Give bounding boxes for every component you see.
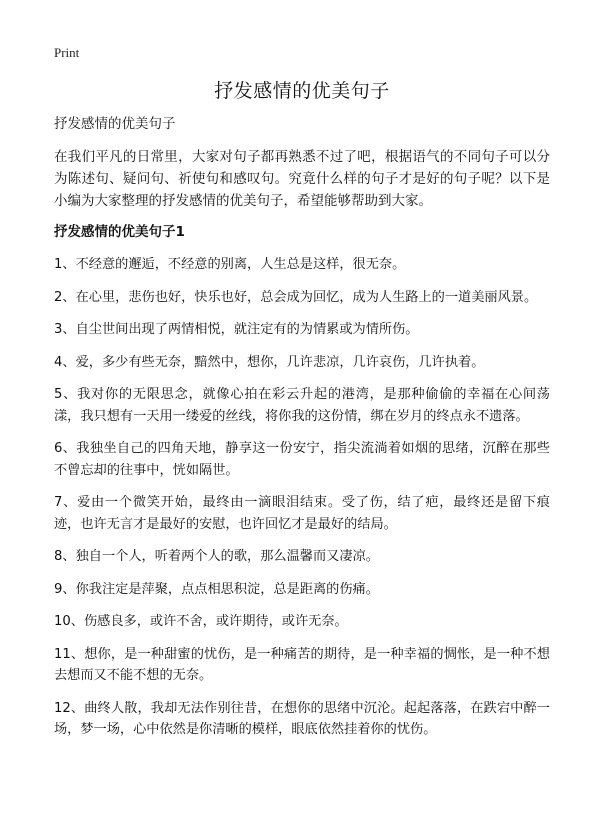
sentence-item: 4、爱，多少有些无奈，黯然中，想你，几许悲凉，几许哀伤，几许执着。 xyxy=(54,354,485,370)
sentence-item: 1、不经意的邂逅，不经意的别离，人生总是这样，很无奈。 xyxy=(54,257,406,272)
article-subtitle: 抒发感情的优美句子 xyxy=(54,116,176,132)
sentence-item: 5、我对你的无限思念，就像心拍在彩云升起的港湾，是那种偷偷的幸福在心间荡漾，我只想有一天用一缕爱的丝线，将你我的这份情，绑在岁月的终点永不遗落。 xyxy=(54,387,550,424)
sentence-item: 12、曲终人散，我却无法作别往昔，在想你的思绪中沉沦。起起落落，在跌宕中醉一场，梦一场，心中依然是你清晰的模样，眼底依然挂着你的忧伤。 xyxy=(54,700,550,737)
section-heading: 抒发感情的优美句子1 xyxy=(54,224,185,240)
sentence-item: 6、我独坐自己的四角天地，静享这一份安宁，指尖流淌着如烟的思绪，沉醉在那些不曾忘却的往事中，恍如隔世。 xyxy=(54,441,550,478)
sentence-item: 7、爱由一个微笑开始，最终由一滴眼泪结束。受了伤，结了疤，最终还是留下痕迹，也许无言才是最好的安慰，也许回忆才是最好的结局。 xyxy=(54,495,550,532)
sentence-item: 9、你我注定是萍聚，点点相思积淀，总是距离的伤痛。 xyxy=(54,581,379,597)
sentence-list xyxy=(54,254,550,741)
intro-paragraph: 在我们平凡的日常里，大家对句子都再熟悉不过了吧，根据语气的不同句子可以分为陈述句、疑问句、祈使句和感叹句。究竟什么样的句子才是好的句子呢？以下是小编为大家整理的抒发感情的优美句子，希望能够帮助到大家。 xyxy=(54,149,550,209)
print-link[interactable]: Print xyxy=(54,45,80,60)
article xyxy=(54,78,550,752)
sentence-item: 10、伤感良多，或许不舍，或许期待，或许无奈。 xyxy=(54,614,348,629)
page-title: 抒发感情的优美句子 xyxy=(214,80,390,102)
sentence-item: 3、自尘世间出现了两情相悦，就注定有的为情累或为情所伤。 xyxy=(54,322,419,337)
sentence-item: 2、在心里，悲伤也好，快乐也好，总会成为回忆，成为人生路上的一道美丽风景。 xyxy=(54,289,538,305)
sentence-item: 11、想你，是一种甜蜜的忧伤，是一种痛苦的期待，是一种幸福的惆怅，是一种不想去想而又不能不想的无奈。 xyxy=(54,646,550,683)
sentence-item: 8、独自一个人，听着两个人的歌，那么温馨而又凄凉。 xyxy=(54,549,379,564)
